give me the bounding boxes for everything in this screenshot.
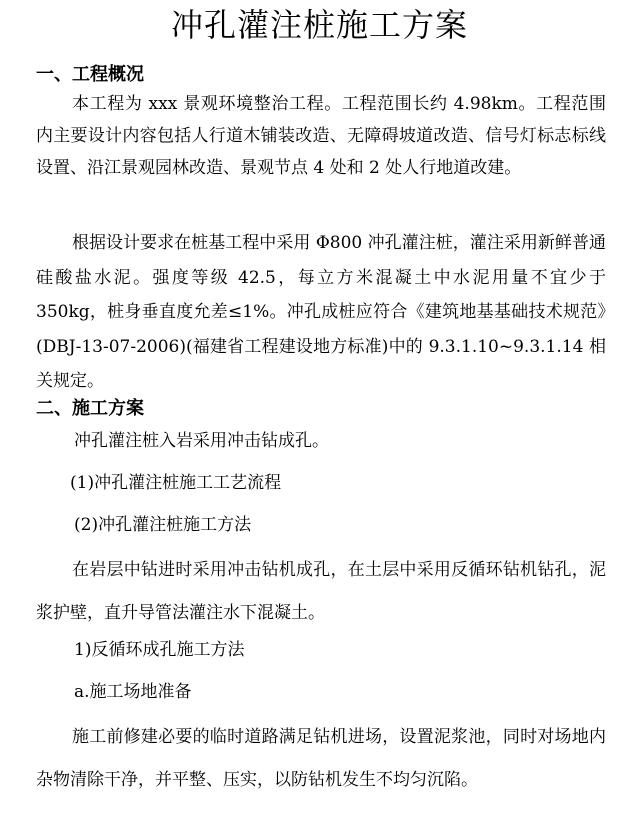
- section-1-heading: 一、工程概况: [36, 64, 144, 85]
- section-2-line-1: 冲孔灌注桩入岩采用冲击钻成孔。: [74, 431, 329, 451]
- section-2-paragraph-3: 在岩层中钻进时采用冲击钻机成孔，在土层中采用反循环钻机钻孔，泥浆护壁，直升导管法灌注水下混凝土。: [36, 560, 606, 623]
- section-1-paragraph-1: 本工程为 xxx 景观环境整治工程。工程范围长约 4.98km。工程范围内主要设计内容包括人行道木铺装改造、无障碍坡道改造、信号灯标志标线设置、沿江景观园林改造、景观节点 4 处和 2 处人行地道改建。: [36, 94, 606, 178]
- section-1-paragraph-2: 根据设计要求在桩基工程中采用 Φ800 冲孔灌注桩，灌注采用新鲜普通硅酸盐水泥。强度等级 42.5，每立方米混凝土中水泥用量不宜少于 350kg，桩身垂直度允差≤1%。冲孔成桩应符合《建筑地基基础技术规范》(DBJ-13-07-2006)(福建省工程建设地方标准)中的 9.3.1.10~9.3.1.14 相关规定。: [36, 233, 606, 391]
- section-2-line-4: 1)反循环成孔施工方法: [74, 640, 245, 660]
- document-title: 冲孔灌注桩施工方案: [170, 6, 468, 44]
- section-2-heading: 二、施工方案: [36, 398, 144, 419]
- section-2-line-3: (2)冲孔灌注桩施工方法: [74, 515, 252, 535]
- section-2-line-2: (1)冲孔灌注桩施工工艺流程: [70, 473, 282, 493]
- section-2-line-5: a.施工场地准备: [74, 682, 192, 702]
- section-2-paragraph-4: 施工前修建必要的临时道路满足钻机进场，设置泥浆池，同时对场地内杂物清除干净，并平整、压实，以防钻机发生不均匀沉陷。: [36, 727, 606, 790]
